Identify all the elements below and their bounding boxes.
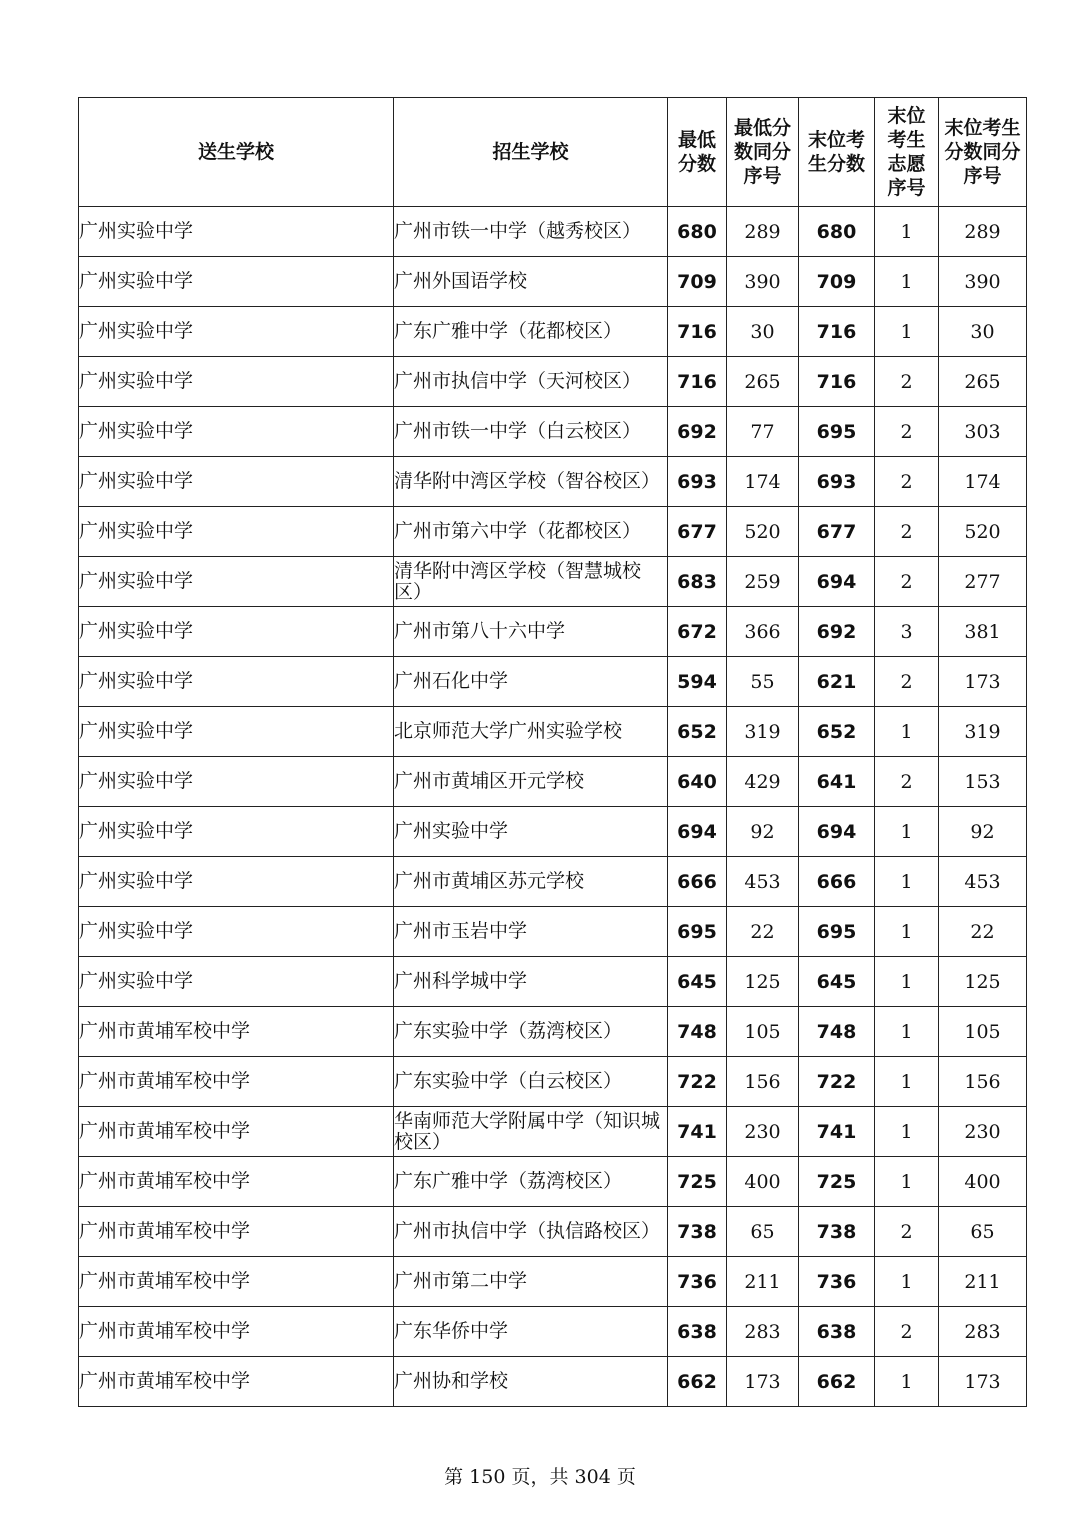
min-score-cell: 736 — [668, 1257, 727, 1307]
table-row — [79, 307, 1027, 357]
admitting-school-cell: 广州市第八十六中学 — [394, 607, 668, 657]
min-score-cell: 638 — [668, 1307, 727, 1357]
min-score-tie-rank-cell: 174 — [727, 457, 799, 507]
last-student-tie-rank-cell: 265 — [939, 357, 1027, 407]
min-score-tie-rank-cell: 259 — [727, 557, 799, 607]
table-row — [79, 557, 1027, 607]
table-row — [79, 357, 1027, 407]
min-score-cell: 666 — [668, 857, 727, 907]
min-score-cell: 692 — [668, 407, 727, 457]
min-score-cell: 709 — [668, 257, 727, 307]
admission-score-table — [78, 97, 1027, 1407]
last-student-choice-rank-cell: 1 — [875, 1007, 939, 1057]
last-student-choice-rank-cell: 2 — [875, 1207, 939, 1257]
table-row — [79, 1057, 1027, 1107]
last-student-choice-rank-cell: 2 — [875, 407, 939, 457]
admitting-school-cell: 华南师范大学附属中学（知识城校区） — [394, 1107, 668, 1157]
last-student-choice-rank-cell: 1 — [875, 1057, 939, 1107]
last-student-score-cell: 693 — [799, 457, 875, 507]
sending-school-cell: 广州市黄埔军校中学 — [79, 1307, 394, 1357]
min-score-tie-rank-cell: 125 — [727, 957, 799, 1007]
last-student-tie-rank-cell: 381 — [939, 607, 1027, 657]
admitting-school-cell: 广州市执信中学（天河校区） — [394, 357, 668, 407]
last-student-choice-rank-cell: 3 — [875, 607, 939, 657]
last-student-choice-rank-cell: 1 — [875, 1357, 939, 1407]
admitting-school-cell: 广东广雅中学（花都校区） — [394, 307, 668, 357]
admitting-school-cell: 广州市第二中学 — [394, 1257, 668, 1307]
sending-school-cell: 广州实验中学 — [79, 257, 394, 307]
min-score-tie-rank-cell: 400 — [727, 1157, 799, 1207]
last-student-score-cell: 652 — [799, 707, 875, 757]
admitting-school-cell: 广东广雅中学（荔湾校区） — [394, 1157, 668, 1207]
admitting-school-cell: 北京师范大学广州实验学校 — [394, 707, 668, 757]
header-last-student-choice-rank: 末位 考生 志愿 序号 — [875, 98, 939, 207]
last-student-tie-rank-cell: 277 — [939, 557, 1027, 607]
last-student-score-cell: 748 — [799, 1007, 875, 1057]
min-score-tie-rank-cell: 105 — [727, 1007, 799, 1057]
last-student-tie-rank-cell: 173 — [939, 657, 1027, 707]
last-student-choice-rank-cell: 1 — [875, 1107, 939, 1157]
min-score-cell: 738 — [668, 1207, 727, 1257]
last-student-tie-rank-cell: 173 — [939, 1357, 1027, 1407]
last-student-score-cell: 694 — [799, 557, 875, 607]
min-score-tie-rank-cell: 265 — [727, 357, 799, 407]
admitting-school-cell: 清华附中湾区学校（智谷校区） — [394, 457, 668, 507]
min-score-tie-rank-cell: 55 — [727, 657, 799, 707]
admitting-school-cell: 广州市铁一中学（白云校区） — [394, 407, 668, 457]
min-score-tie-rank-cell: 30 — [727, 307, 799, 357]
admitting-school-cell: 清华附中湾区学校（智慧城校区） — [394, 557, 668, 607]
last-student-score-cell: 716 — [799, 357, 875, 407]
header-sending-school: 送生学校 — [79, 98, 394, 207]
min-score-cell: 748 — [668, 1007, 727, 1057]
table-row — [79, 1307, 1027, 1357]
min-score-cell: 662 — [668, 1357, 727, 1407]
last-student-score-cell: 680 — [799, 207, 875, 257]
last-student-score-cell: 695 — [799, 407, 875, 457]
last-student-choice-rank-cell: 2 — [875, 657, 939, 707]
last-student-tie-rank-cell: 30 — [939, 307, 1027, 357]
min-score-tie-rank-cell: 65 — [727, 1207, 799, 1257]
sending-school-cell: 广州实验中学 — [79, 457, 394, 507]
last-student-tie-rank-cell: 153 — [939, 757, 1027, 807]
min-score-cell: 716 — [668, 307, 727, 357]
last-student-score-cell: 709 — [799, 257, 875, 307]
last-student-tie-rank-cell: 319 — [939, 707, 1027, 757]
last-student-tie-rank-cell: 453 — [939, 857, 1027, 907]
sending-school-cell: 广州实验中学 — [79, 307, 394, 357]
admitting-school-cell: 广州市第六中学（花都校区） — [394, 507, 668, 557]
min-score-cell: 645 — [668, 957, 727, 1007]
admitting-school-cell: 广州市玉岩中学 — [394, 907, 668, 957]
table-row — [79, 207, 1027, 257]
last-student-tie-rank-cell: 174 — [939, 457, 1027, 507]
table-row — [79, 407, 1027, 457]
header-min-score: 最低 分数 — [668, 98, 727, 207]
sending-school-cell: 广州实验中学 — [79, 707, 394, 757]
sending-school-cell: 广州市黄埔军校中学 — [79, 1357, 394, 1407]
last-student-score-cell: 662 — [799, 1357, 875, 1407]
last-student-score-cell: 641 — [799, 757, 875, 807]
admitting-school-cell: 广州市黄埔区苏元学校 — [394, 857, 668, 907]
sending-school-cell: 广州实验中学 — [79, 957, 394, 1007]
last-student-choice-rank-cell: 2 — [875, 457, 939, 507]
sending-school-cell: 广州实验中学 — [79, 407, 394, 457]
last-student-tie-rank-cell: 400 — [939, 1157, 1027, 1207]
table-row — [79, 1007, 1027, 1057]
last-student-choice-rank-cell: 1 — [875, 857, 939, 907]
last-student-tie-rank-cell: 289 — [939, 207, 1027, 257]
min-score-tie-rank-cell: 453 — [727, 857, 799, 907]
admitting-school-cell: 广州协和学校 — [394, 1357, 668, 1407]
last-student-score-cell: 621 — [799, 657, 875, 707]
min-score-tie-rank-cell: 211 — [727, 1257, 799, 1307]
table-body — [79, 207, 1027, 1407]
min-score-cell: 594 — [668, 657, 727, 707]
last-student-tie-rank-cell: 125 — [939, 957, 1027, 1007]
sending-school-cell: 广州实验中学 — [79, 607, 394, 657]
last-student-tie-rank-cell: 22 — [939, 907, 1027, 957]
sending-school-cell: 广州实验中学 — [79, 357, 394, 407]
min-score-tie-rank-cell: 77 — [727, 407, 799, 457]
admitting-school-cell: 广州市执信中学（执信路校区） — [394, 1207, 668, 1257]
min-score-tie-rank-cell: 230 — [727, 1107, 799, 1157]
header-last-student-score: 末位考 生分数 — [799, 98, 875, 207]
min-score-cell: 694 — [668, 807, 727, 857]
last-student-tie-rank-cell: 283 — [939, 1307, 1027, 1357]
min-score-cell: 693 — [668, 457, 727, 507]
header-last-student-tie-rank: 末位考生 分数同分 序号 — [939, 98, 1027, 207]
sending-school-cell: 广州市黄埔军校中学 — [79, 1007, 394, 1057]
sending-school-cell: 广州市黄埔军校中学 — [79, 1257, 394, 1307]
last-student-choice-rank-cell: 2 — [875, 557, 939, 607]
last-student-choice-rank-cell: 1 — [875, 907, 939, 957]
sending-school-cell: 广州市黄埔军校中学 — [79, 1207, 394, 1257]
admitting-school-cell: 广州市铁一中学（越秀校区） — [394, 207, 668, 257]
last-student-choice-rank-cell: 1 — [875, 257, 939, 307]
table-row — [79, 1157, 1027, 1207]
last-student-tie-rank-cell: 230 — [939, 1107, 1027, 1157]
min-score-tie-rank-cell: 366 — [727, 607, 799, 657]
admitting-school-cell: 广东华侨中学 — [394, 1307, 668, 1357]
min-score-cell: 677 — [668, 507, 727, 557]
header-min-score-tie-rank: 最低分 数同分 序号 — [727, 98, 799, 207]
min-score-cell: 640 — [668, 757, 727, 807]
min-score-tie-rank-cell: 283 — [727, 1307, 799, 1357]
table-row — [79, 957, 1027, 1007]
sending-school-cell: 广州实验中学 — [79, 507, 394, 557]
last-student-score-cell: 638 — [799, 1307, 875, 1357]
last-student-tie-rank-cell: 65 — [939, 1207, 1027, 1257]
min-score-cell: 716 — [668, 357, 727, 407]
sending-school-cell: 广州实验中学 — [79, 207, 394, 257]
admitting-school-cell: 广州外国语学校 — [394, 257, 668, 307]
last-student-score-cell: 666 — [799, 857, 875, 907]
min-score-tie-rank-cell: 289 — [727, 207, 799, 257]
last-student-tie-rank-cell: 105 — [939, 1007, 1027, 1057]
admitting-school-cell: 广东实验中学（荔湾校区） — [394, 1007, 668, 1057]
min-score-tie-rank-cell: 156 — [727, 1057, 799, 1107]
last-student-choice-rank-cell: 2 — [875, 507, 939, 557]
last-student-choice-rank-cell: 2 — [875, 1307, 939, 1357]
last-student-tie-rank-cell: 156 — [939, 1057, 1027, 1107]
sending-school-cell: 广州实验中学 — [79, 657, 394, 707]
table-row — [79, 907, 1027, 957]
min-score-cell: 695 — [668, 907, 727, 957]
last-student-tie-rank-cell: 211 — [939, 1257, 1027, 1307]
last-student-tie-rank-cell: 520 — [939, 507, 1027, 557]
table-row — [79, 1207, 1027, 1257]
table-row — [79, 257, 1027, 307]
last-student-choice-rank-cell: 1 — [875, 707, 939, 757]
table-row — [79, 457, 1027, 507]
admitting-school-cell: 广东实验中学（白云校区） — [394, 1057, 668, 1107]
min-score-cell: 672 — [668, 607, 727, 657]
sending-school-cell: 广州实验中学 — [79, 807, 394, 857]
table-row — [79, 1107, 1027, 1157]
last-student-choice-rank-cell: 1 — [875, 1157, 939, 1207]
sending-school-cell: 广州实验中学 — [79, 907, 394, 957]
last-student-score-cell: 722 — [799, 1057, 875, 1107]
admitting-school-cell: 广州市黄埔区开元学校 — [394, 757, 668, 807]
min-score-cell: 741 — [668, 1107, 727, 1157]
header-admitting-school: 招生学校 — [394, 98, 668, 207]
table-row — [79, 607, 1027, 657]
table-row — [79, 807, 1027, 857]
admitting-school-cell: 广州石化中学 — [394, 657, 668, 707]
last-student-tie-rank-cell: 303 — [939, 407, 1027, 457]
min-score-tie-rank-cell: 520 — [727, 507, 799, 557]
last-student-choice-rank-cell: 1 — [875, 207, 939, 257]
min-score-tie-rank-cell: 429 — [727, 757, 799, 807]
table-row — [79, 757, 1027, 807]
last-student-score-cell: 694 — [799, 807, 875, 857]
min-score-tie-rank-cell: 319 — [727, 707, 799, 757]
last-student-score-cell: 736 — [799, 1257, 875, 1307]
min-score-cell: 725 — [668, 1157, 727, 1207]
sending-school-cell: 广州市黄埔军校中学 — [79, 1107, 394, 1157]
last-student-score-cell: 677 — [799, 507, 875, 557]
table-row — [79, 1257, 1027, 1307]
last-student-score-cell: 716 — [799, 307, 875, 357]
min-score-cell: 680 — [668, 207, 727, 257]
table-row — [79, 657, 1027, 707]
sending-school-cell: 广州市黄埔军校中学 — [79, 1057, 394, 1107]
last-student-score-cell: 695 — [799, 907, 875, 957]
sending-school-cell: 广州实验中学 — [79, 757, 394, 807]
min-score-tie-rank-cell: 22 — [727, 907, 799, 957]
last-student-tie-rank-cell: 390 — [939, 257, 1027, 307]
admitting-school-cell: 广州实验中学 — [394, 807, 668, 857]
sending-school-cell: 广州实验中学 — [79, 557, 394, 607]
min-score-tie-rank-cell: 173 — [727, 1357, 799, 1407]
min-score-cell: 683 — [668, 557, 727, 607]
last-student-choice-rank-cell: 1 — [875, 957, 939, 1007]
last-student-score-cell: 738 — [799, 1207, 875, 1257]
table-row — [79, 507, 1027, 557]
table-row — [79, 707, 1027, 757]
page-number-footer: 第 150 页，共 304 页 — [444, 1466, 636, 1488]
sending-school-cell: 广州市黄埔军校中学 — [79, 1157, 394, 1207]
min-score-cell: 722 — [668, 1057, 727, 1107]
last-student-choice-rank-cell: 1 — [875, 1257, 939, 1307]
min-score-cell: 652 — [668, 707, 727, 757]
last-student-choice-rank-cell: 2 — [875, 757, 939, 807]
sending-school-cell: 广州实验中学 — [79, 857, 394, 907]
last-student-score-cell: 741 — [799, 1107, 875, 1157]
last-student-choice-rank-cell: 2 — [875, 357, 939, 407]
last-student-score-cell: 725 — [799, 1157, 875, 1207]
last-student-choice-rank-cell: 1 — [875, 807, 939, 857]
min-score-tie-rank-cell: 390 — [727, 257, 799, 307]
table-header-row — [79, 98, 1027, 207]
admitting-school-cell: 广州科学城中学 — [394, 957, 668, 1007]
table-row — [79, 1357, 1027, 1407]
last-student-choice-rank-cell: 1 — [875, 307, 939, 357]
last-student-score-cell: 692 — [799, 607, 875, 657]
last-student-score-cell: 645 — [799, 957, 875, 1007]
table-row — [79, 857, 1027, 907]
min-score-tie-rank-cell: 92 — [727, 807, 799, 857]
last-student-tie-rank-cell: 92 — [939, 807, 1027, 857]
